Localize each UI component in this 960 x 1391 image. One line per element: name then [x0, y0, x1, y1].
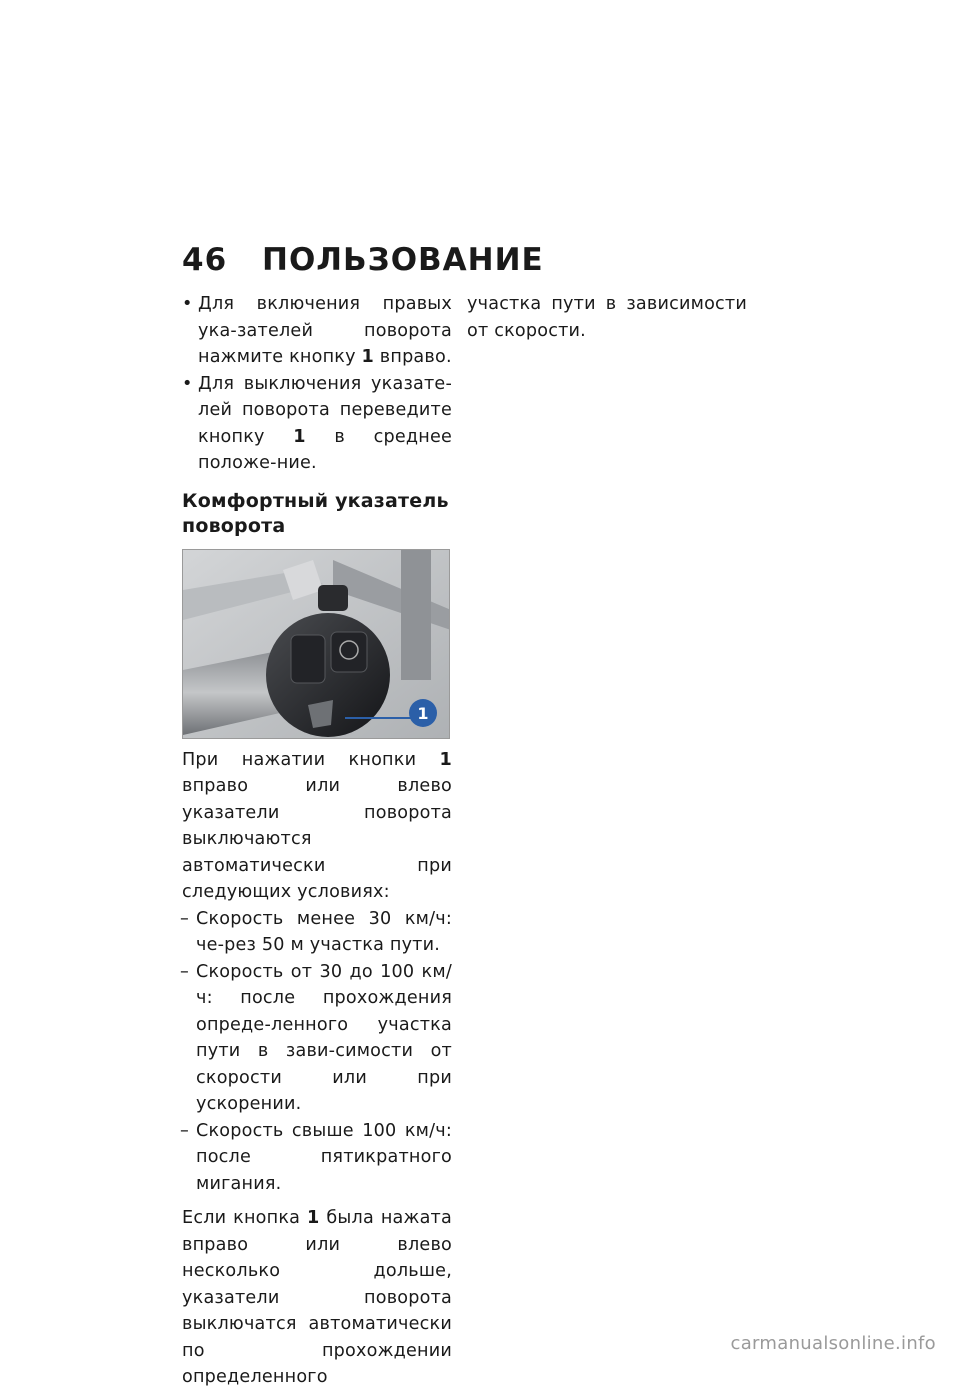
- figure-callout-label: 1: [417, 703, 429, 723]
- bullet-icon: •: [182, 294, 193, 314]
- bullet-icon: •: [182, 373, 193, 394]
- paragraph-conditions: При нажатии кнопки 1 вправо или влево указатели поворота выключаются автоматически при следующих условиях:: [182, 749, 452, 902]
- page-number: 46: [182, 242, 228, 278]
- dash-icon: –: [180, 961, 189, 982]
- handlebar-switch-illustration: [183, 550, 450, 739]
- bullet-item-1: • Для включения правых ука-зателей поворота нажмите кнопку 1 вправо.: [182, 291, 452, 371]
- section-subheading: Комфортный указатель поворота: [182, 489, 449, 537]
- callout-reference: 1: [307, 1208, 320, 1228]
- dash-item-2: – Скорость от 30 до 100 км/ч: после прохождения опреде-ленного участка пути в зави-симости от скорости или при ускорении.: [182, 959, 452, 1118]
- bullet-item-2: • Для выключения указате-лей поворота переведите кнопку 1 в среднее положе-ние.: [182, 371, 452, 477]
- paragraph-long-press: Если кнопка 1 была нажата вправо или влево несколько дольше, указатели поворота выключатся автоматически по прохождении определенного: [182, 1208, 452, 1387]
- page-header: [182, 242, 544, 278]
- site-watermark: carmanualsonline.info: [730, 1333, 936, 1354]
- callout-reference: 1: [293, 426, 306, 447]
- callout-reference: 1: [361, 347, 374, 367]
- dash-icon: –: [180, 1120, 189, 1141]
- paragraph-continuation: участка пути в зависимости от скорости.: [467, 294, 747, 341]
- dash-item-1: – Скорость менее 30 км/ч: че-рез 50 м участка пути.: [182, 906, 452, 959]
- page-title: ПОЛЬЗОВАНИЕ: [262, 242, 544, 278]
- callout-reference: 1: [439, 749, 452, 770]
- dash-item-3: – Скорость свыше 100 км/ч: после пятикратного мигания.: [182, 1118, 452, 1198]
- dash-icon: –: [180, 908, 189, 929]
- right-column: [467, 291, 747, 344]
- left-column: [182, 291, 452, 1391]
- handlebar-switch-photo: [182, 549, 450, 739]
